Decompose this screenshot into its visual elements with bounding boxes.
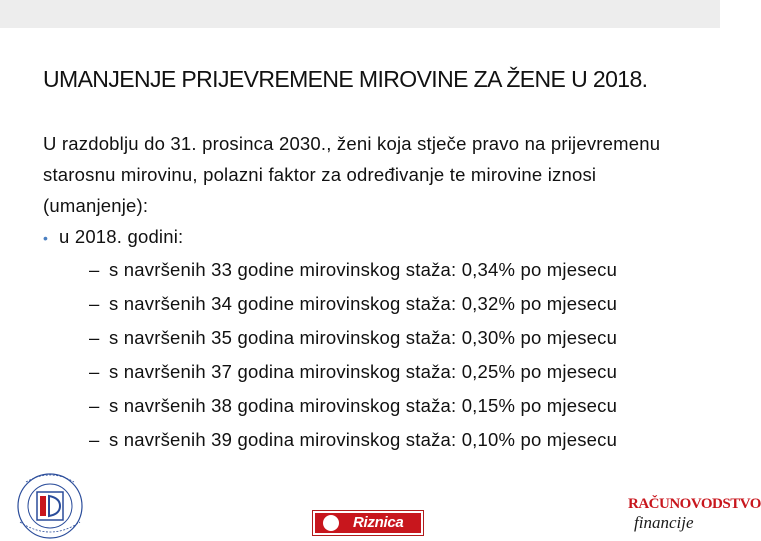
- top-band: [0, 0, 720, 28]
- intro-paragraph: U razdoblju do 31. prosinca 2030., ženi koja stječe pravo na prijevremenu starosnu mirovinu, polazni faktor za određivanje te mirovine iznosi (umanjenje):: [43, 133, 661, 216]
- footer-logos: [0, 470, 761, 540]
- dash-icon: –: [89, 395, 100, 416]
- list-item-text: s navršenih 35 godina mirovinskog staža: 0,30% po mjesecu: [109, 327, 618, 348]
- riznica-emblem-icon: [323, 515, 339, 531]
- racunovodstvo-logo-title: RAČUNOVODSTVO: [628, 496, 761, 512]
- bullet-icon: •: [43, 230, 49, 246]
- association-seal-logo: [6, 470, 96, 536]
- slide-title: UMANJENJE PRIJEVREMENE MIROVINE ZA ŽENE U 2018.: [43, 66, 648, 92]
- racunovodstvo-logo: [624, 496, 761, 540]
- dash-icon: –: [89, 361, 100, 382]
- list-item: [89, 356, 683, 390]
- list-item-text: s navršenih 37 godina mirovinskog staža: 0,25% po mjesecu: [109, 361, 618, 382]
- list-item-text: s navršenih 39 godina mirovinskog staža: 0,10% po mjesecu: [109, 429, 618, 450]
- dash-icon: –: [89, 429, 100, 450]
- slide-body: [43, 128, 683, 458]
- list-item: [89, 254, 683, 288]
- list-item-text: s navršenih 38 godina mirovinskog staža: 0,15% po mjesecu: [109, 395, 618, 416]
- reduction-list: [43, 254, 683, 458]
- list-item-text: s navršenih 33 godine mirovinskog staža: 0,34% po mjesecu: [109, 259, 618, 280]
- list-item: [89, 390, 683, 424]
- bullet-item: [43, 221, 683, 254]
- list-item: [89, 322, 683, 356]
- bullet-label: u 2018. godini:: [59, 226, 184, 247]
- riznica-logo-text: Riznica: [353, 514, 404, 531]
- riznica-logo: [312, 510, 424, 536]
- list-item: [89, 288, 683, 322]
- dash-icon: –: [89, 327, 100, 348]
- dash-icon: –: [89, 259, 100, 280]
- list-item: [89, 424, 683, 458]
- dash-icon: –: [89, 293, 100, 314]
- list-item-text: s navršenih 34 godine mirovinskog staža: 0,32% po mjesecu: [109, 293, 618, 314]
- racunovodstvo-logo-sub: financije: [634, 513, 694, 532]
